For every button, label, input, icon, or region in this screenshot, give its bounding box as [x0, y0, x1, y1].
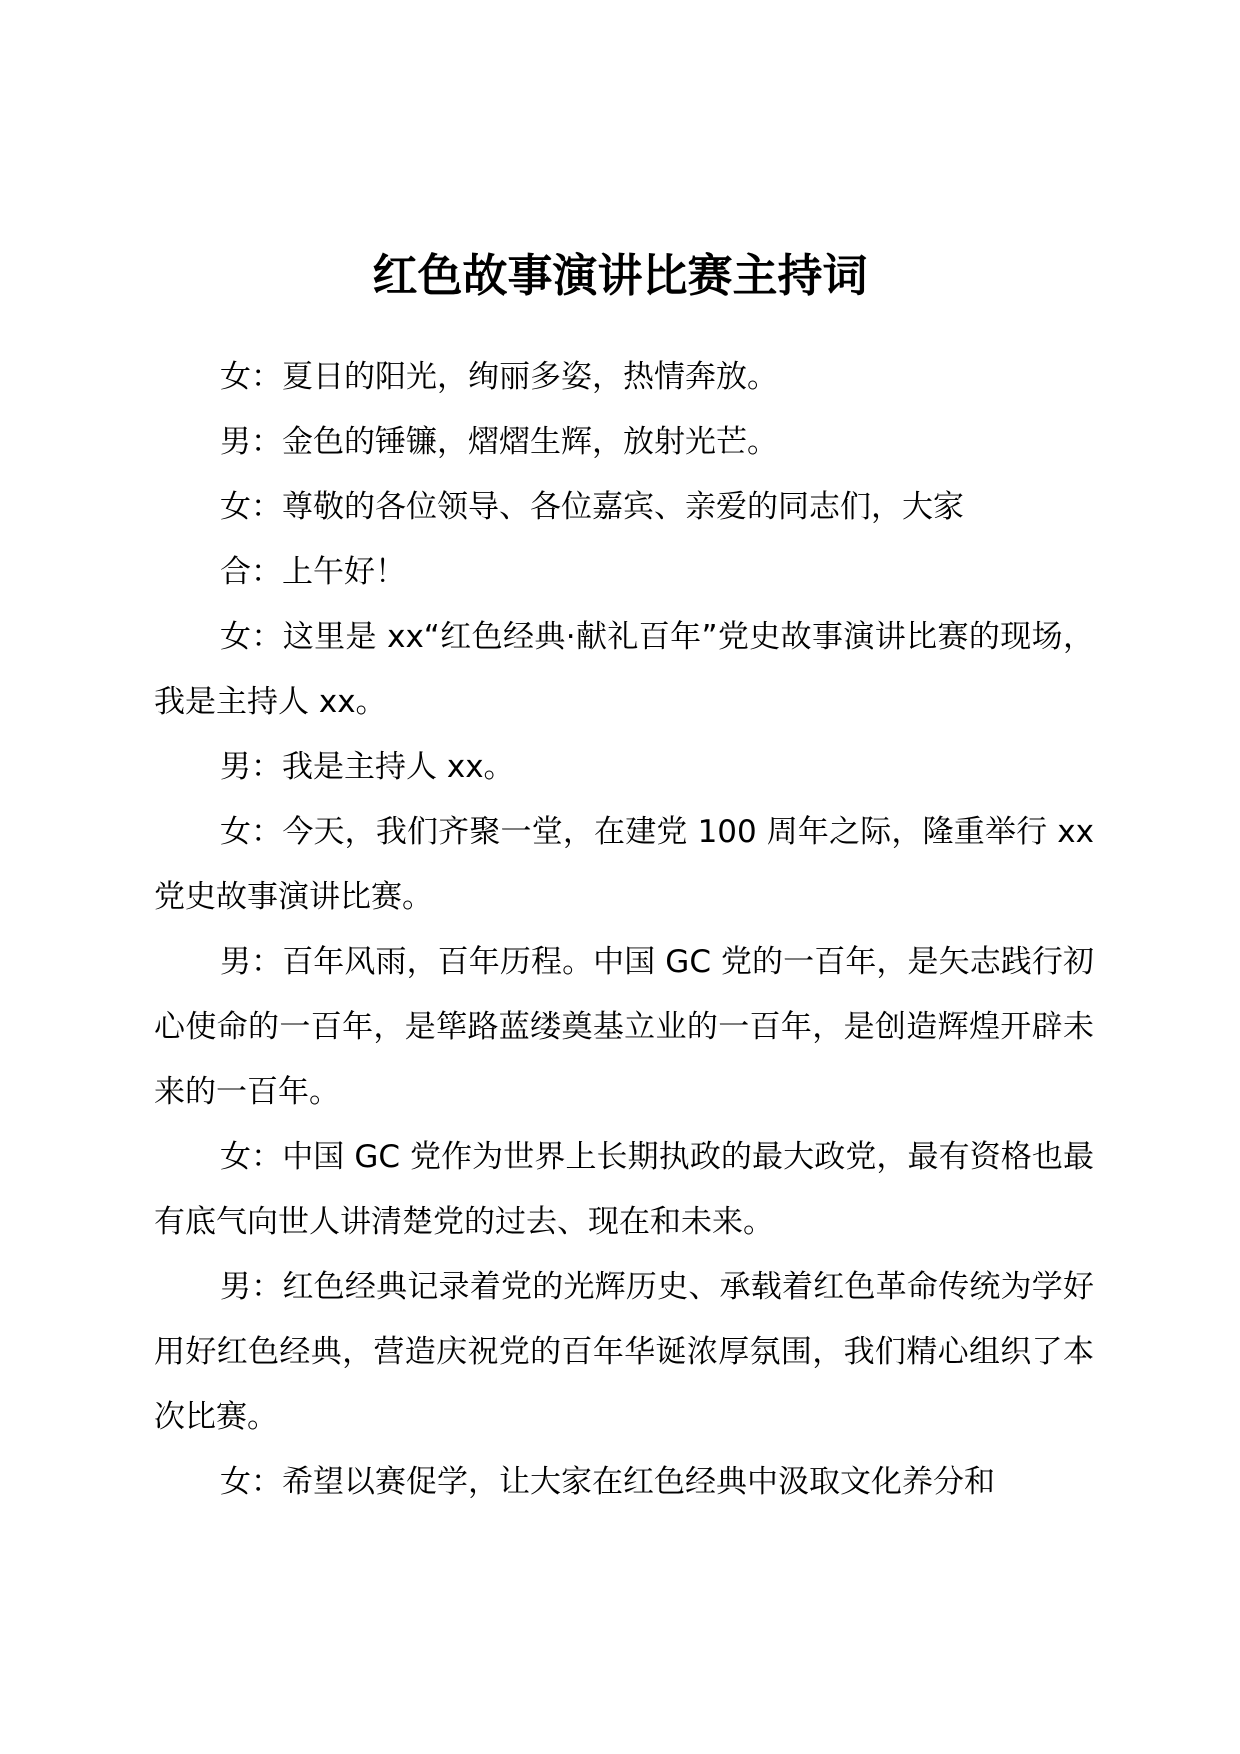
paragraph: 女：夏日的阳光，绚丽多姿，热情奔放。 [220, 359, 778, 395]
paragraph: 合：上午好！ [220, 554, 406, 590]
paragraph: 男：百年风雨，百年历程。中国 GC 党的一百年，是矢志践行初心使命的一百年，是筚路蓝缕奠基立业的一百年，是创造辉煌开辟未来的一百年。 [154, 944, 1094, 1110]
paragraph: 女：中国 GC 党作为世界上长期执政的最大政党，最有资格也最有底气向世人讲清楚党的过去、现在和未来。 [154, 1139, 1094, 1240]
document-title: 红色故事演讲比赛主持词 [372, 249, 868, 302]
paragraph: 女：希望以赛促学，让大家在红色经典中汲取文化养分和 [220, 1464, 995, 1500]
document-body [154, 345, 1094, 1515]
paragraph: 女：尊敬的各位领导、各位嘉宾、亲爱的同志们，大家 [220, 489, 964, 525]
paragraph: 男：金色的锤镰，熠熠生辉，放射光芒。 [220, 424, 778, 460]
paragraph: 男：我是主持人 xx。 [220, 749, 515, 785]
paragraph: 女：今天，我们齐聚一堂，在建党 100 周年之际，隆重举行 xx 党史故事演讲比赛。 [154, 814, 1094, 915]
paragraph: 女：这里是 xx“红色经典·献礼百年”党史故事演讲比赛的现场，我是主持人 xx。 [154, 619, 1094, 720]
paragraph: 男：红色经典记录着党的光辉历史、承载着红色革命传统为学好用好红色经典，营造庆祝党的百年华诞浓厚氛围，我们精心组织了本次比赛。 [154, 1269, 1094, 1435]
